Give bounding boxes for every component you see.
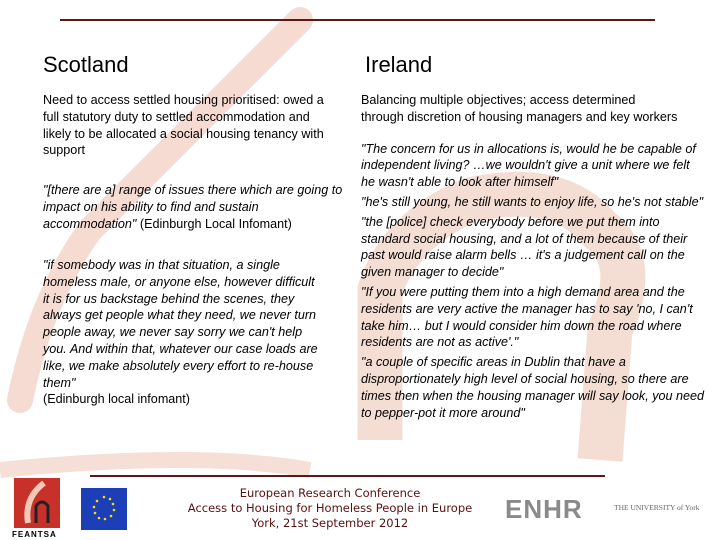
eu-flag-logo [81,488,127,530]
scotland-summary: Need to access settled housing prioritised: owed a full statutory duty to settled accommodation and likely to be allocated a social housing tenancy with support [43,93,324,158]
scotland-quote-2: "if somebody was in that situation, a single homeless male, or anyone else, however difficult it is for us backstage behind the scenes, they always get people what they need, we never turn people away, we never say sorry we can't help you. And within that, whatever our case loads are like, we make absolutely every effort to re-house them" (Edinburgh local infomant) [43,258,318,407]
top-divider [60,19,655,21]
scotland-quote-1: "[there are a] range of issues there which are going to impact on his ability to find and sustain accommodation" (Edinburgh Local Infomant) [43,183,343,231]
ireland-summary: Balancing multiple objectives; access determined through discretion of housing managers and key workers [361,93,678,124]
bottom-divider [90,475,605,477]
ireland-heading: Ireland [365,52,433,77]
feantsa-logo [14,478,60,528]
ireland-quote: "the [police] check everybody before we put them into standard social housing, and a lot of them because of their past would raise alarm bells … it's a judgement call on the given manager to decide" [361,214,688,280]
york-logo: THE UNIVERSITY of York [614,503,700,512]
scotland-heading: Scotland [43,52,129,77]
enhr-logo: ENHR [505,494,583,524]
conference-info: European Research Conference Access to Housing for Homeless People in Europe York, 21st September 2012 [187,486,473,530]
ireland-column [361,92,706,421]
ireland-quote: "If you were putting them into a high demand area and the residents are very active the manager has to say 'no, I can't take him… but I would consider him down the road where residents are not as active'." [361,284,693,350]
ireland-quote: "he's still young, he still wants to enjoy life, so he's not stable" [361,194,704,209]
feantsa-label: FEANTSA [12,530,57,539]
ireland-quote: "a couple of specific areas in Dublin that have a disproportionately high level of social housing, so there are times then when the housing manager will say look, you need to pepper-pot it more around" [361,355,705,420]
ireland-quote: "The concern for us in allocations is, would he be capable of independent living? …we wouldn't give a unit where we felt he wasn't able to look after himself" [361,141,696,190]
